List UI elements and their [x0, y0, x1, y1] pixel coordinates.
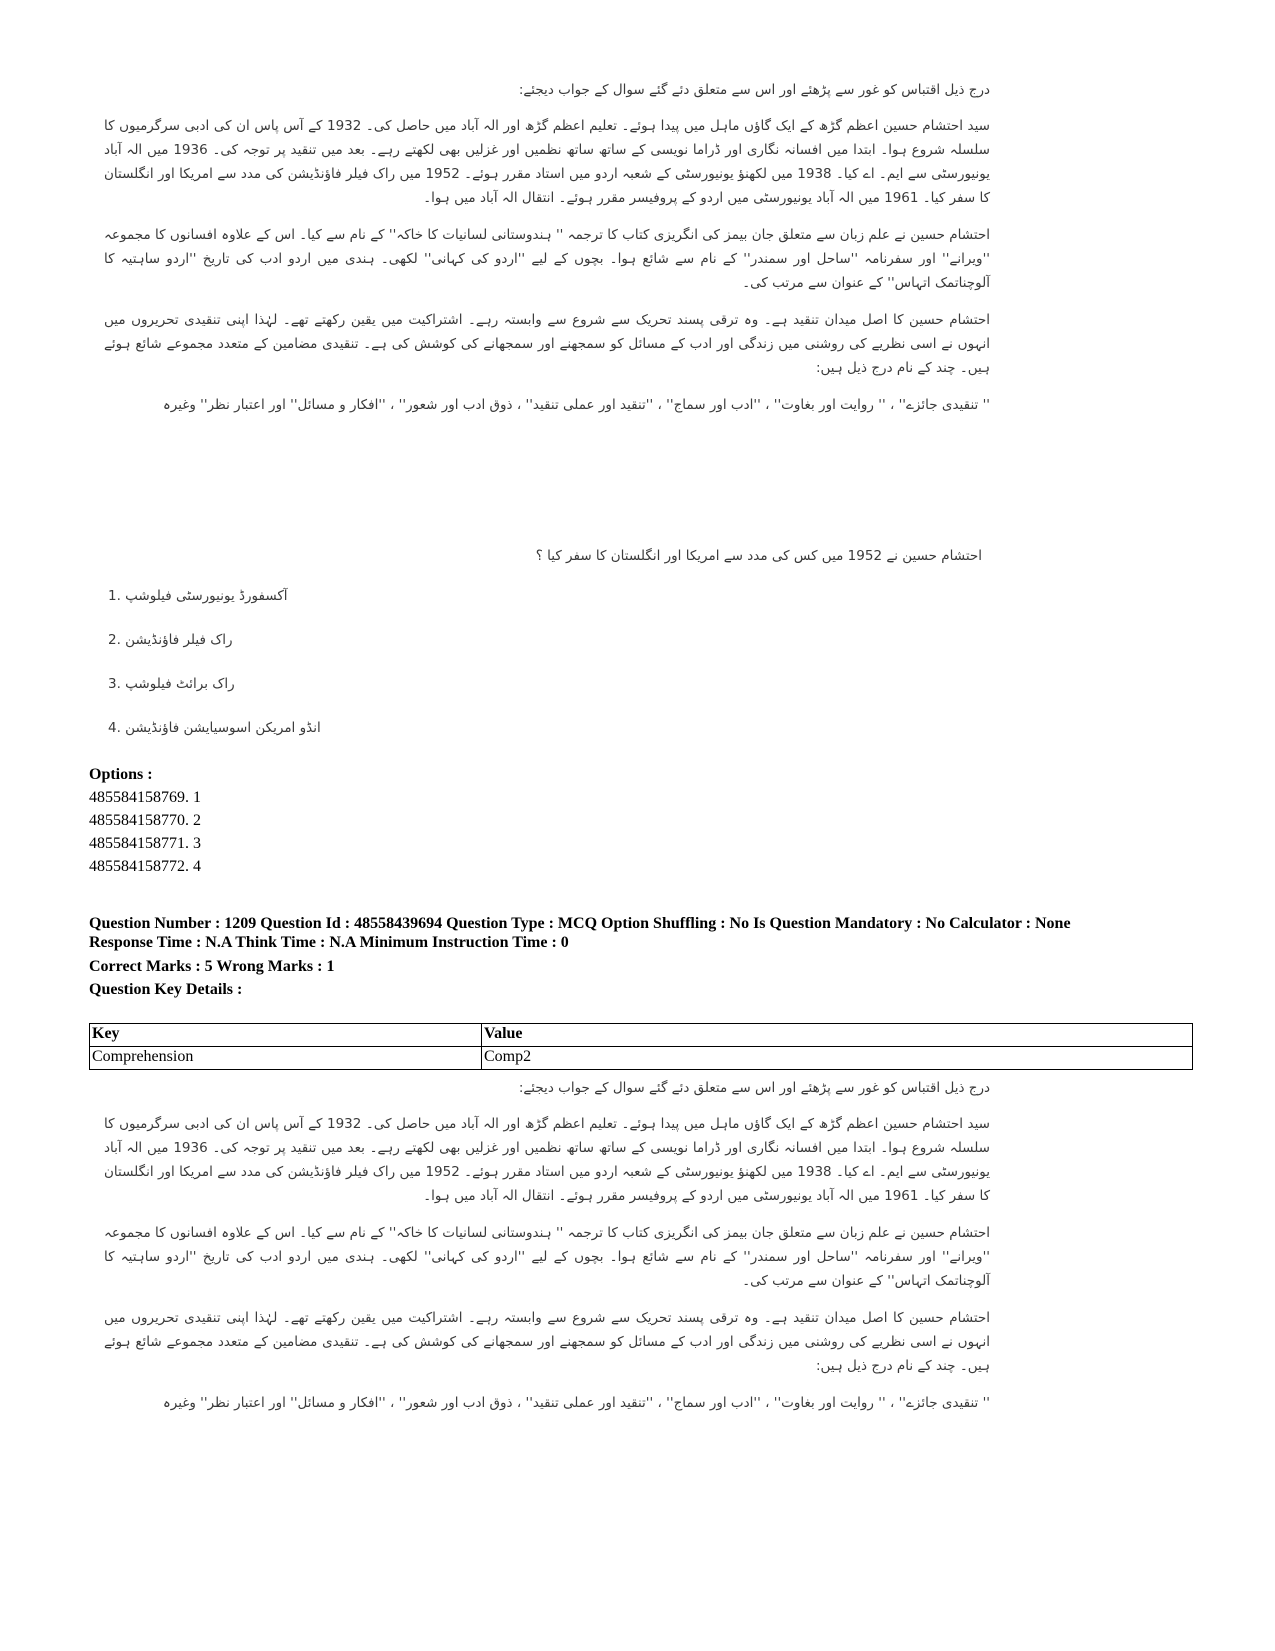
- option-item: 485584158769. 1: [89, 789, 201, 806]
- passage-paragraph: احتشام حسین کا اصل میدان تنقید ہے۔ وہ ترقی پسند تحریک سے شروع سے وابستہ رہے۔ اشتراکیت میں یقین رکھتے تھے۔ لہٰذا اپنی تنقیدی تحریروں میں انہوں نے اسی نظریے کی روشنی میں زندگی اور ادب کے مسائل کو سمجھنے اور سمجھانے کی کوشش کی ہے۔ تنقیدی مضامین کے متعدد مجموعے شائع ہوئے ہیں۔ چند کے نام درج ذیل ہیں:: [104, 1310, 990, 1374]
- table-row: [90, 1047, 1193, 1070]
- question-info-line2: Response Time : N.A Think Time : N.A Minimum Instruction Time : 0: [89, 934, 569, 951]
- option-item: 485584158772. 4: [89, 858, 201, 875]
- passage-top: [104, 78, 990, 430]
- option-item: 485584158770. 2: [89, 812, 201, 829]
- table-cell-value: Comp2: [482, 1047, 1193, 1070]
- option-item: 485584158771. 3: [89, 835, 201, 852]
- table-header-value: Value: [482, 1024, 1193, 1047]
- table-header-row: [90, 1024, 1193, 1047]
- table-header-key: Key: [90, 1024, 482, 1047]
- passage-paragraph: '' تنقیدی جائزے'' ، '' روایت اور بغاوت'' ، ''ادب اور سماج'' ، ''تنقید اور عملی تنقید'' ، ذوق ادب اور شعور'' ، ''افکار و مسائل'' اور اعتبار نظر'' وغیرہ: [162, 1395, 990, 1411]
- marks-line: Correct Marks : 5 Wrong Marks : 1: [89, 958, 335, 975]
- passage-paragraph: احتشام حسین نے علم زبان سے متعلق جان بیمز کی انگریزی کتاب کا ترجمہ '' ہندوستانی لسانیات کا خاکہ'' کے نام سے کیا۔ اس کے علاوہ افسانوں کا مجموعہ ''ویرانے'' اور سفرنامہ ''ساحل اور سمندر'' کے نام سے شائع ہوا۔ بچوں کے لیے ''اردو کی کہانی'' لکھی۔ ہندی میں اردو ادب کی تاریخ ''اردو ساہتیہ کا آلوچناتمک اتہاس'' کے عنوان سے مرتب کی۔: [104, 227, 990, 291]
- key-details-heading: Question Key Details :: [89, 981, 243, 998]
- answer-choice: راک فیلر فاؤنڈیشن .2: [108, 632, 233, 648]
- passage-paragraph: سید احتشام حسین اعظم گڑھ کے ایک گاؤں ماہل میں پیدا ہوئے۔ تعلیم اعظم گڑھ اور الہ آباد میں حاصل کی۔ 1932 کے آس پاس ان کی ادبی سرگرمیوں کا سلسلہ شروع ہوا۔ ابتدا میں افسانہ نگاری اور ڈراما نویسی کے ساتھ ساتھ نظمیں اور غزلیں بھی لکھتے رہے۔ بعد میں تنقید پر توجہ کی۔ 1936 میں الہ آباد یونیورسٹی سے ایم۔ اے کیا۔ 1938 میں لکھنؤ یونیورسٹی کے شعبہ اردو میں استاد مقرر ہوئے۔ 1952 میں راک فیلر فاؤنڈیشن کی مدد سے امریکا اور انگلستان کا سفر کیا۔ 1961 میں الہ آباد یونیورسٹی میں اردو کے پروفیسر مقرر ہوئے۔ انتقال الہ آباد میں ہوا۔: [104, 1116, 990, 1204]
- answer-choice: انڈو امریکن اسوسیایشن فاؤنڈیشن .4: [108, 720, 321, 736]
- passage-intro: درج ذیل اقتباس کو غور سے پڑھئے اور اس سے متعلق دئے گئے سوال کے جواب دیجئے:: [518, 82, 990, 98]
- answer-choice: راک برائٹ فیلوشپ .3: [108, 676, 235, 692]
- passage-intro: درج ذیل اقتباس کو غور سے پڑھئے اور اس سے متعلق دئے گئے سوال کے جواب دیجئے:: [518, 1080, 990, 1096]
- passage-paragraph: احتشام حسین نے علم زبان سے متعلق جان بیمز کی انگریزی کتاب کا ترجمہ '' ہندوستانی لسانیات کا خاکہ'' کے نام سے کیا۔ اس کے علاوہ افسانوں کا مجموعہ ''ویرانے'' اور سفرنامہ ''ساحل اور سمندر'' کے نام سے شائع ہوا۔ بچوں کے لیے ''اردو کی کہانی'' لکھی۔ ہندی میں اردو ادب کی تاریخ ''اردو ساہتیہ کا آلوچناتمک اتہاس'' کے عنوان سے مرتب کی۔: [104, 1225, 990, 1289]
- passage-paragraph: '' تنقیدی جائزے'' ، '' روایت اور بغاوت'' ، ''ادب اور سماج'' ، ''تنقید اور عملی تنقید'' ، ذوق ادب اور شعور'' ، ''افکار و مسائل'' اور اعتبار نظر'' وغیرہ: [162, 397, 990, 413]
- passage-paragraph: سید احتشام حسین اعظم گڑھ کے ایک گاؤں ماہل میں پیدا ہوئے۔ تعلیم اعظم گڑھ اور الہ آباد میں حاصل کی۔ 1932 کے آس پاس ان کی ادبی سرگرمیوں کا سلسلہ شروع ہوا۔ ابتدا میں افسانہ نگاری اور ڈراما نویسی کے ساتھ ساتھ نظمیں اور غزلیں بھی لکھتے رہے۔ بعد میں تنقید پر توجہ کی۔ 1936 میں الہ آباد یونیورسٹی سے ایم۔ اے کیا۔ 1938 میں لکھنؤ یونیورسٹی کے شعبہ اردو میں استاد مقرر ہوئے۔ 1952 میں راک فیلر فاؤنڈیشن کی مدد سے امریکا اور انگلستان کا سفر کیا۔ 1961 میں الہ آباد یونیورسٹی میں اردو کے پروفیسر مقرر ہوئے۔ انتقال الہ آباد میں ہوا۔: [104, 118, 990, 206]
- table-cell-key: Comprehension: [90, 1047, 482, 1070]
- key-details-table: [89, 1023, 1193, 1070]
- passage-paragraph: احتشام حسین کا اصل میدان تنقید ہے۔ وہ ترقی پسند تحریک سے شروع سے وابستہ رہے۔ اشتراکیت میں یقین رکھتے تھے۔ لہٰذا اپنی تنقیدی تحریروں میں انہوں نے اسی نظریے کی روشنی میں زندگی اور ادب کے مسائل کو سمجھنے اور سمجھانے کی کوشش کی ہے۔ تنقیدی مضامین کے متعدد مجموعے شائع ہوئے ہیں۔ چند کے نام درج ذیل ہیں:: [104, 312, 990, 376]
- question-text: احتشام حسین نے 1952 میں کس کی مدد سے امریکا اور انگلستان کا سفر کیا ؟: [535, 548, 982, 564]
- passage-bottom: [104, 1076, 990, 1428]
- answer-choice: آکسفورڈ یونیورسٹی فیلوشپ .1: [108, 588, 288, 604]
- question-info-line1: Question Number : 1209 Question Id : 48558439694 Question Type : MCQ Option Shuffling : No Is Question Mandatory : No Calculator : None: [89, 915, 1071, 932]
- options-heading: Options :: [89, 766, 153, 783]
